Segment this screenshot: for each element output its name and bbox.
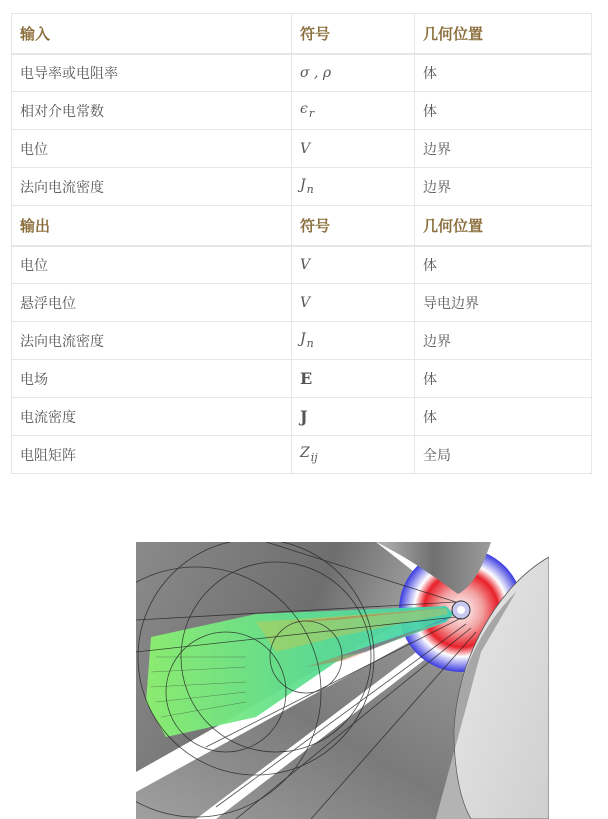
header-cell-output: 输出 bbox=[12, 206, 292, 246]
symbol-cell bbox=[292, 436, 415, 474]
symbol-main: V bbox=[300, 294, 311, 311]
header-cell-location: 几何位置 bbox=[415, 14, 592, 54]
table-row bbox=[12, 284, 592, 322]
table-row bbox=[12, 130, 592, 168]
symbol-main: Z bbox=[300, 445, 310, 461]
symbol-cell bbox=[292, 284, 415, 322]
location-cell: 体 bbox=[415, 54, 592, 92]
symbol-main: E bbox=[300, 369, 313, 388]
table-row bbox=[12, 436, 592, 474]
table-row bbox=[12, 246, 592, 284]
quantity-name: 电阻矩阵 bbox=[12, 436, 292, 474]
quantity-name: 法向电流密度 bbox=[12, 168, 292, 206]
symbol-subscript: r bbox=[308, 107, 315, 120]
location-cell: 边界 bbox=[415, 322, 592, 360]
location-cell: 导电边界 bbox=[415, 284, 592, 322]
table-row bbox=[12, 54, 592, 92]
table-row bbox=[12, 92, 592, 130]
location-cell: 全局 bbox=[415, 436, 592, 474]
table-row bbox=[12, 360, 592, 398]
location-cell: 体 bbox=[415, 398, 592, 436]
quantity-name: 电位 bbox=[12, 130, 292, 168]
quantity-name: 法向电流密度 bbox=[12, 322, 292, 360]
symbol-main: J bbox=[300, 177, 306, 193]
header-cell-input: 输入 bbox=[12, 14, 292, 54]
location-cell: 边界 bbox=[415, 130, 592, 168]
table-row bbox=[12, 168, 592, 206]
symbol-main: V bbox=[300, 256, 311, 273]
quantity-name: 电导率或电阻率 bbox=[12, 54, 292, 92]
simulation-figure bbox=[136, 542, 549, 819]
symbol-subscript: ij bbox=[310, 451, 318, 464]
symbol-main: σ , ρ bbox=[300, 64, 332, 81]
symbol-cell bbox=[292, 246, 415, 284]
symbol-cell bbox=[292, 54, 415, 92]
quantity-name: 电场 bbox=[12, 360, 292, 398]
parameter-table bbox=[11, 13, 592, 474]
symbol-main: V bbox=[300, 140, 311, 157]
symbol-main: J bbox=[300, 407, 308, 426]
quantity-name: 相对介电常数 bbox=[12, 92, 292, 130]
input-header-row bbox=[12, 14, 592, 54]
symbol-main: ϵ bbox=[300, 101, 308, 117]
table-row bbox=[12, 322, 592, 360]
quantity-name: 电流密度 bbox=[12, 398, 292, 436]
table-row bbox=[12, 398, 592, 436]
location-cell: 体 bbox=[415, 92, 592, 130]
header-cell-location: 几何位置 bbox=[415, 206, 592, 246]
symbol-cell bbox=[292, 360, 415, 398]
quantity-name: 悬浮电位 bbox=[12, 284, 292, 322]
symbol-subscript: n bbox=[306, 183, 314, 196]
header-cell-symbol: 符号 bbox=[292, 206, 415, 246]
location-cell: 体 bbox=[415, 246, 592, 284]
location-cell: 边界 bbox=[415, 168, 592, 206]
symbol-main: J bbox=[300, 331, 306, 347]
symbol-cell bbox=[292, 168, 415, 206]
header-cell-symbol: 符号 bbox=[292, 14, 415, 54]
symbol-subscript: n bbox=[306, 337, 314, 350]
symbol-cell bbox=[292, 130, 415, 168]
symbol-cell bbox=[292, 322, 415, 360]
symbol-cell bbox=[292, 92, 415, 130]
symbol-cell bbox=[292, 398, 415, 436]
location-cell: 体 bbox=[415, 360, 592, 398]
output-header-row bbox=[12, 206, 592, 246]
simulation-render-image bbox=[136, 542, 549, 819]
quantity-name: 电位 bbox=[12, 246, 292, 284]
